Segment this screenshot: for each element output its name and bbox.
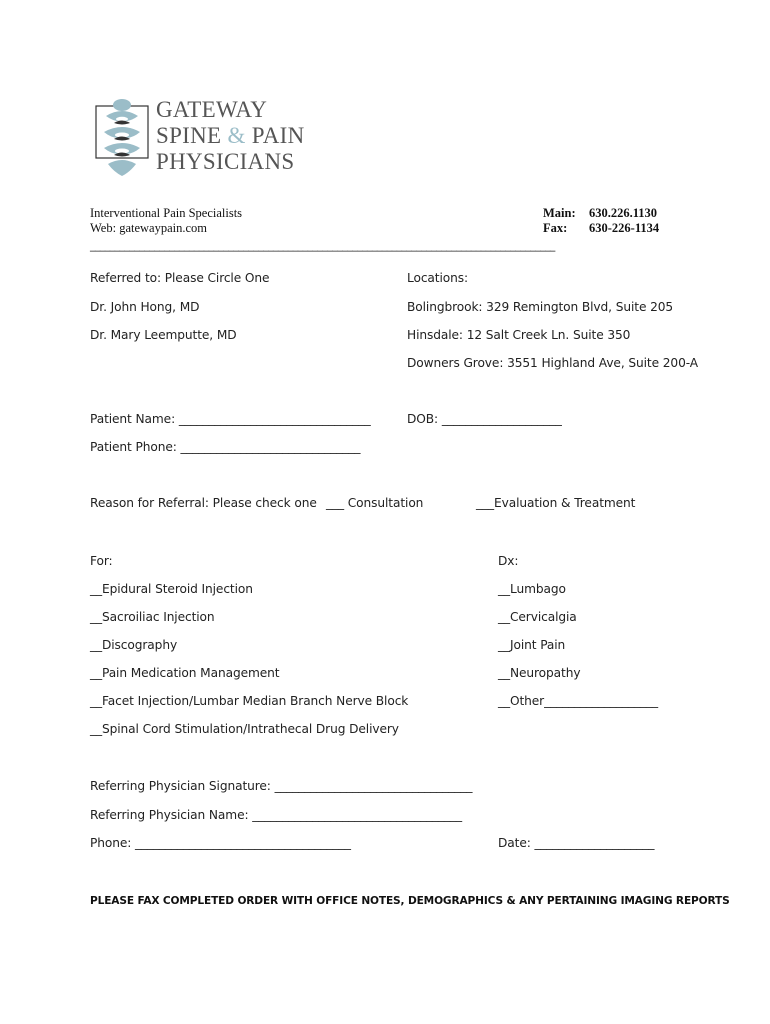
for-discography[interactable]: __Discography (90, 638, 178, 652)
dx-other[interactable]: __Other___________________ (498, 694, 658, 708)
date-field[interactable]: Date: ____________________ (498, 836, 655, 850)
fax-instructions: PLEASE FAX COMPLETED ORDER WITH OFFICE NOTES, DEMOGRAPHICS & ANY PERTAINING IMAGING REPORTS (90, 895, 730, 907)
reason-label: Reason for Referral: Please check one (90, 496, 317, 510)
for-epidural-steroid-injection[interactable]: __Epidural Steroid Injection (90, 582, 253, 596)
for-label: For: (90, 554, 113, 568)
for-spinal-cord-stimulation[interactable]: __Spinal Cord Stimulation/Intrathecal Drug Delivery (90, 722, 399, 736)
doctor-hong[interactable]: Dr. John Hong, MD (90, 300, 200, 314)
physician-phone-field[interactable]: Phone: ____________________________________ (90, 836, 351, 850)
dx-neuropathy[interactable]: __Neuropathy (498, 666, 581, 680)
consultation-option[interactable]: ___ Consultation (326, 496, 424, 510)
spine-logo-icon (92, 96, 154, 180)
for-facet-injection[interactable]: __Facet Injection/Lumbar Median Branch Nerve Block (90, 694, 409, 708)
location-downers-grove[interactable]: Downers Grove: 3551 Highland Ave, Suite 200-A (407, 356, 698, 370)
dx-joint-pain[interactable]: __Joint Pain (498, 638, 566, 652)
fax-label: Fax: (543, 221, 568, 235)
physician-name-field[interactable]: Referring Physician Name: ___________________________________ (90, 808, 463, 822)
dx-cervicalgia[interactable]: __Cervicalgia (498, 610, 577, 624)
fax-number: 630-226-1134 (589, 221, 660, 235)
header-rule: ______________________________________________________________________________________________ (90, 240, 556, 252)
for-sacroiliac-injection[interactable]: __Sacroiliac Injection (90, 610, 215, 624)
main-label: Main: (543, 206, 576, 220)
logo (92, 96, 307, 180)
tagline: Interventional Pain Specialists (90, 206, 243, 220)
dx-label: Dx: (498, 554, 519, 568)
physician-signature-field[interactable]: Referring Physician Signature: _________________________________ (90, 779, 473, 793)
logo-line-2: SPINE & PAIN (156, 123, 305, 148)
dob-field[interactable]: DOB: ____________________ (407, 412, 562, 426)
location-hinsdale[interactable]: Hinsdale: 12 Salt Creek Ln. Suite 350 (407, 328, 631, 342)
patient-phone-field[interactable]: Patient Phone: ______________________________ (90, 440, 361, 454)
patient-name-field[interactable]: Patient Name: ________________________________ (90, 412, 371, 426)
dx-lumbago[interactable]: __Lumbago (498, 582, 566, 596)
location-bolingbrook[interactable]: Bolingbrook: 329 Remington Blvd, Suite 205 (407, 300, 674, 314)
evaluation-treatment-option[interactable]: ___Evaluation & Treatment (476, 496, 636, 510)
website: Web: gatewaypain.com (90, 221, 208, 235)
doctor-leemputte[interactable]: Dr. Mary Leemputte, MD (90, 328, 237, 342)
referred-to-label: Referred to: Please Circle One (90, 271, 270, 285)
locations-label: Locations: (407, 271, 469, 285)
logo-line-3: PHYSICIANS (156, 149, 295, 174)
main-phone: 630.226.1130 (589, 206, 658, 220)
logo-line-1: GATEWAY (156, 97, 268, 122)
for-pain-medication-management[interactable]: __Pain Medication Management (90, 666, 280, 680)
